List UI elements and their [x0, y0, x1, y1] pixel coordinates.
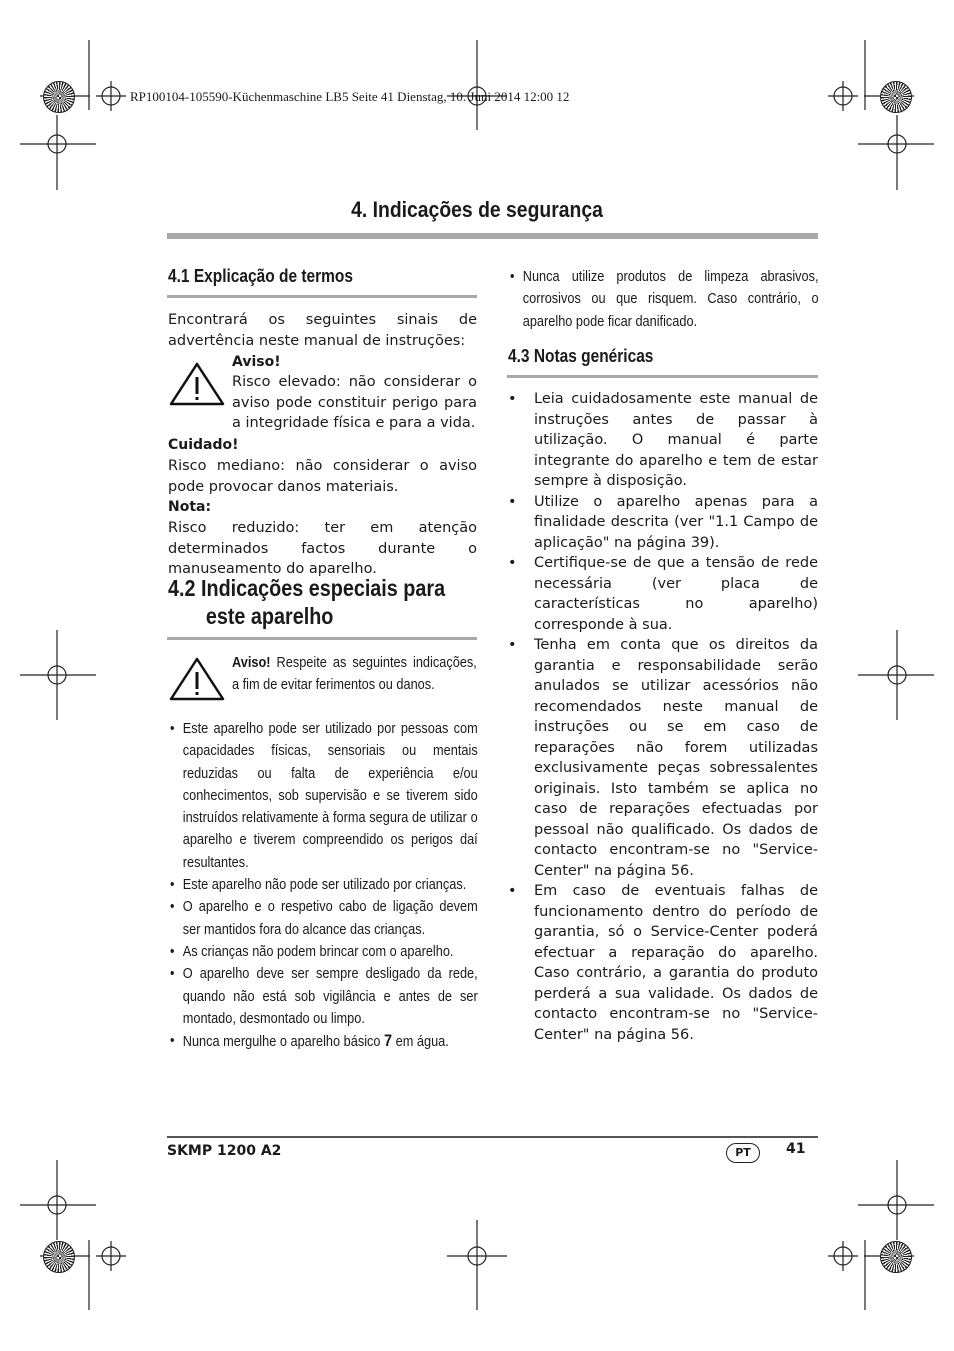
s41-cuidado-label: Cuidado!: [168, 437, 239, 453]
footer-rule: [167, 1136, 818, 1138]
s42-aviso-label: Aviso!: [232, 654, 271, 671]
list-item: • Certifique-se de que a tensão de rede necessária (ver placa de características no aparelho) corresponde à sua.: [508, 553, 818, 635]
s41-nota-label: Nota:: [168, 499, 212, 515]
footer-model: SKMP 1200 A2: [167, 1143, 282, 1159]
s43-bullet-list: [508, 389, 818, 1045]
s42-heading-line2: este aparelho: [205, 603, 334, 629]
page-title: 4. Indicações de segurança: [351, 197, 603, 222]
list-item: • O aparelho e o respetivo cabo de ligação devem ser mantidos fora do alcance das crianças.: [170, 896, 478, 941]
section-rule: [167, 295, 477, 298]
list-item: • Este aparelho pode ser utilizado por pessoas com capacidades físicas, sensoriais ou mentais reduzidas ou falta de experiência e/ou conhecimentos, sob supervisão e se tiverem sido instruídos relativamente à forma segura de utilizar o aparelho e tiverem compreendido os perigos daí resultantes.: [170, 718, 478, 874]
list-item-text: em água.: [392, 1033, 449, 1051]
list-item: • O aparelho deve ser sempre desligado da rede, quando não está sob vigilância e antes de ser montado, desmontado ou limpo.: [170, 963, 478, 1030]
color-rosette: [43, 81, 75, 113]
s42-heading-line1: 4.2 Indicações especiais para: [168, 575, 446, 601]
list-item: • Em caso de eventuais falhas de funcionamento dentro do período de garantia, só o Service-Center poderá efectuar a reparação do aparelho. Caso contrário, a garantia do produto perderá a sua validade. Os dados de contacto encontram-se no "Service-Center" na página 56.: [508, 881, 818, 1045]
page-number: 41: [786, 1141, 806, 1157]
color-rosette: [880, 81, 912, 113]
list-item: • As crianças não podem brincar com o aparelho.: [170, 941, 478, 963]
list-item: • Leia cuidadosamente este manual de instruções antes de passar à utilização. O manual é parte integrante do aparelho e tem de estar sempre à disposição.: [508, 389, 818, 492]
section-rule: [507, 375, 818, 378]
section-heading-4-1: 4.1 Explicação de termos: [168, 266, 353, 286]
section-rule: [167, 637, 477, 640]
s42-aviso-text: Respeite as seguintes indicações, a fim de evitar ferimentos ou danos.: [232, 654, 477, 694]
right-top-bullet: [510, 266, 819, 333]
s41-intro: Encontrará os seguintes sinais de advertência neste manual de instruções:: [168, 312, 477, 349]
part-number: 7: [384, 1031, 393, 1051]
s42-aviso-block: [232, 652, 477, 697]
s41-aviso-text: Risco elevado: não considerar o aviso pode constituir perigo para a integridade física e para a vida.: [232, 374, 477, 431]
list-item: • Tenha em conta que os direitos da garantia e responsabilidade serão anulados se utilizar acessórios não recomendados neste manual de instruções ou se em caso de reparações não forem utilizadas exclusivamente peças sobressalentes originais. Isto também se aplica no caso de reparações efectuadas por pessoal não qualificado. Os dados de contacto encontram-se no "Service-Center" na página 56.: [508, 635, 818, 881]
s42-bullet-list: [170, 718, 478, 1053]
s41-aviso-label: Aviso!: [232, 354, 281, 370]
s41-nota-text: Risco reduzido: ter em atenção determinados factos durante o manuseamento do aparelho.: [168, 520, 477, 577]
language-badge: PT: [726, 1143, 760, 1163]
s41-cuidado-text: Risco mediano: não considerar o aviso pode provocar danos materiais.: [168, 458, 477, 495]
section-heading-4-2: [168, 574, 445, 630]
title-divider: [167, 233, 818, 239]
list-item: • Utilize o aparelho apenas para a finalidade descrita (ver "1.1 Campo de aplicação" na página 39).: [508, 492, 818, 554]
print-header: RP100104-105590-Küchenmaschine LB5 Seite 41 Dienstag, 10. Juni 2014 12:00 12: [130, 89, 570, 104]
section-heading-4-3: 4.3 Notas genéricas: [508, 346, 654, 366]
warning-triangle-icon: [168, 361, 226, 407]
color-rosette: [880, 1241, 912, 1273]
list-item: • Este aparelho não pode ser utilizado por crianças.: [170, 874, 478, 896]
color-rosette: [43, 1241, 75, 1273]
list-item-text: Nunca mergulhe o aparelho básico: [182, 1033, 385, 1051]
warning-triangle-icon: [168, 656, 226, 702]
list-item: [170, 1030, 478, 1053]
list-item: • Nunca utilize produtos de limpeza abrasivos, corrosivos ou que risquem. Caso contrário, o aparelho pode ficar danificado.: [510, 266, 819, 333]
